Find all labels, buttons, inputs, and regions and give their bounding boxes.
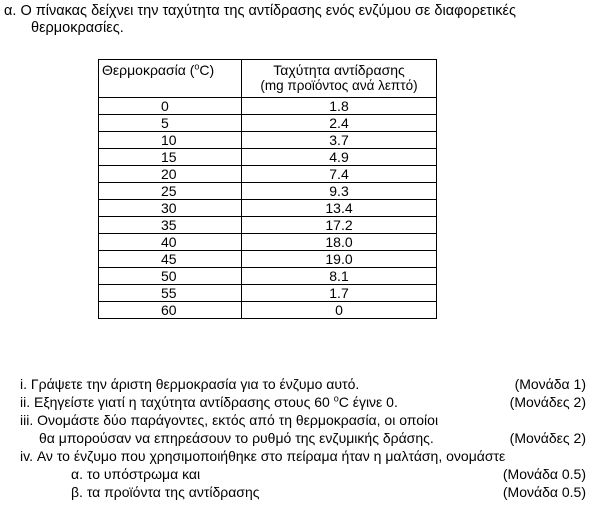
table-row: [99, 132, 437, 149]
table-row: [99, 251, 437, 268]
question-iii-text-2: θα μπορούσαν να επηρεάσουν το ρυθμό της ενζυμικής δράσης.: [39, 430, 434, 446]
table-row: [99, 217, 437, 234]
table-row: [99, 302, 437, 319]
table-row: [99, 149, 437, 166]
table-row: [99, 268, 437, 285]
table-row: [99, 183, 437, 200]
temperature-cell: 0: [99, 98, 242, 115]
temperature-cell: 40: [99, 234, 242, 251]
question-ii-marks: (Μονάδες 2): [509, 394, 586, 410]
intro-line-1: α. Ο πίνακας δείχνει την ταχύτητα της αντίδρασης ενός ενζύμου σε διαφορετικές: [4, 3, 516, 19]
temperature-cell: 50: [99, 268, 242, 285]
temperature-cell: 5: [99, 115, 242, 132]
question-iv-a-marks: (Μονάδα 0.5): [502, 466, 586, 482]
intro-paragraph: [4, 3, 594, 37]
enzyme-rate-table: [98, 59, 437, 319]
rate-column-header: Ταχύτητα αντίδρασης (mg προϊόντος ανά λεπτό): [242, 60, 437, 98]
question-iii-text-1: iii. Ονομάστε δύο παράγοντες, εκτός από τη θερμοκρασία, οι οποίοι: [20, 412, 439, 428]
temperature-cell: 15: [99, 149, 242, 166]
table-row: [99, 166, 437, 183]
temperature-cell: 20: [99, 166, 242, 183]
table-header-row: [99, 60, 437, 98]
table-row: [99, 285, 437, 302]
temperature-cell: 10: [99, 132, 242, 149]
temperature-cell: 35: [99, 217, 242, 234]
table-row: [99, 98, 437, 115]
question-iv-a: [20, 465, 586, 483]
temperature-cell: 45: [99, 251, 242, 268]
rate-cell: 0: [242, 302, 437, 319]
question-i-text: i. Γράψετε την άριστη θερμοκρασία για το ένζυμο αυτό.: [20, 376, 360, 392]
intro-line-2: θερμοκρασίες.: [31, 20, 124, 36]
question-i-marks: (Μονάδα 1): [514, 376, 586, 392]
questions-block: [20, 375, 586, 501]
question-iii-line-2: [20, 429, 586, 447]
table-body: [99, 98, 437, 319]
rate-cell: 2.4: [242, 115, 437, 132]
rate-cell: 18.0: [242, 234, 437, 251]
question-iv-b-text: β. τα προϊόντα της αντίδρασης: [71, 484, 260, 500]
rate-cell: 7.4: [242, 166, 437, 183]
rate-cell: 4.9: [242, 149, 437, 166]
question-ii-text: ii. Εξηγείστε γιατί η ταχύτητα αντίδρασης στους 60 $^o$C έγινε 0.: [20, 393, 398, 410]
table-row: [99, 234, 437, 251]
question-iv-text: iv. Αν το ένζυμο που χρησιμοποιήθηκε στο πείραμα ήταν η μαλτάση, ονομάστε: [20, 448, 506, 464]
question-iv: [20, 447, 586, 465]
temperature-cell: 25: [99, 183, 242, 200]
rate-cell: 1.8: [242, 98, 437, 115]
rate-cell: 8.1: [242, 268, 437, 285]
question-iv-b-marks: (Μονάδα 0.5): [502, 484, 586, 500]
table-row: [99, 115, 437, 132]
temperature-cell: 60: [99, 302, 242, 319]
table-row: [99, 200, 437, 217]
temperature-column-header: Θερμοκρασία ($^o$C): [99, 60, 242, 98]
question-iv-a-text: α. το υπόστρωμα και: [71, 466, 201, 482]
rate-cell: 1.7: [242, 285, 437, 302]
temperature-cell: 55: [99, 285, 242, 302]
question-iii-marks: (Μονάδες 2): [509, 430, 586, 446]
rate-cell: 17.2: [242, 217, 437, 234]
rate-cell: 9.3: [242, 183, 437, 200]
rate-cell: 13.4: [242, 200, 437, 217]
question-iii-line-1: [20, 411, 586, 429]
question-iv-b: [20, 483, 586, 501]
rate-cell: 3.7: [242, 132, 437, 149]
temperature-cell: 30: [99, 200, 242, 217]
rate-cell: 19.0: [242, 251, 437, 268]
question-i: [20, 375, 586, 393]
question-ii: [20, 393, 586, 411]
